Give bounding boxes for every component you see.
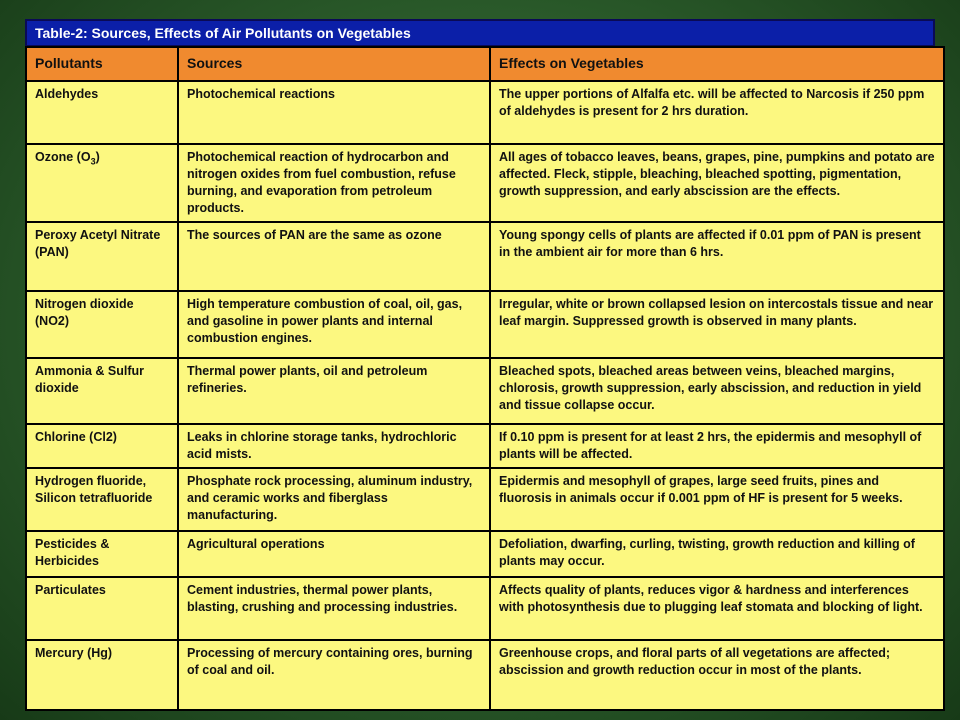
pollutant-subscript: 3 (90, 156, 96, 167)
table-row (26, 291, 944, 358)
source-cell: Photochemical reactions (178, 81, 490, 144)
header-sources: Sources (178, 47, 490, 81)
table-row (26, 424, 944, 468)
pollutant-suffix: ) (95, 150, 100, 164)
pollutant-cell: Pesticides & Herbicides (26, 531, 178, 577)
effect-cell: Affects quality of plants, reduces vigor & hardness and interferences with photosynthesis due to plugging leaf stomata and blocking of light. (490, 577, 944, 640)
pollutant-prefix: Ozone (O (35, 150, 91, 164)
source-cell: Processing of mercury containing ores, burning of coal and oil. (178, 640, 490, 710)
effect-cell: If 0.10 ppm is present for at least 2 hrs, the epidermis and mesophyll of plants will be affected. (490, 424, 944, 468)
pollutant-cell: Chlorine (Cl2) (26, 424, 178, 468)
header-effects: Effects on Vegetables (490, 47, 944, 81)
table-row (26, 577, 944, 640)
table-row (26, 358, 944, 424)
pollutant-cell: Mercury (Hg) (26, 640, 178, 710)
pollutants-table-container (25, 46, 943, 711)
source-cell: The sources of PAN are the same as ozone (178, 222, 490, 291)
source-cell: Cement industries, thermal power plants, blasting, crushing and processing industries. (178, 577, 490, 640)
effect-cell: All ages of tobacco leaves, beans, grapes, pine, pumpkins and potato are affected. Fleck, stipple, bleaching, bleached spotting, pigmentation, growth suppression, and early abscission are the effects. (490, 144, 944, 222)
pollutant-cell (26, 144, 178, 222)
source-cell: High temperature combustion of coal, oil, gas, and gasoline in power plants and internal combustion engines. (178, 291, 490, 358)
header-pollutants: Pollutants (26, 47, 178, 81)
table-row (26, 531, 944, 577)
effect-cell: Defoliation, dwarfing, curling, twisting, growth reduction and killing of plants may occur. (490, 531, 944, 577)
pollutants-table (25, 46, 945, 711)
effect-cell: Young spongy cells of plants are affected if 0.01 ppm of PAN is present in the ambient air for more than 6 hrs. (490, 222, 944, 291)
effect-cell: Greenhouse crops, and floral parts of all vegetations are affected; abscission and growth reduction occur in most of the plants. (490, 640, 944, 710)
pollutant-cell: Peroxy Acetyl Nitrate (PAN) (26, 222, 178, 291)
table-row (26, 468, 944, 531)
source-cell: Leaks in chlorine storage tanks, hydrochloric acid mists. (178, 424, 490, 468)
pollutant-cell: Aldehydes (26, 81, 178, 144)
table-row (26, 144, 944, 222)
effect-cell: Bleached spots, bleached areas between veins, bleached margins, chlorosis, growth suppression, early abscission, and reduction in yield and tissue collapse occur. (490, 358, 944, 424)
table-title: Table-2: Sources, Effects of Air Pollutants on Vegetables (25, 19, 935, 47)
pollutant-cell: Hydrogen fluoride, Silicon tetrafluoride (26, 468, 178, 531)
source-cell: Phosphate rock processing, aluminum industry, and ceramic works and fiberglass manufacturing. (178, 468, 490, 531)
table-row (26, 640, 944, 710)
pollutant-cell: Nitrogen dioxide (NO2) (26, 291, 178, 358)
pollutant-cell: Ammonia & Sulfur dioxide (26, 358, 178, 424)
source-cell: Photochemical reaction of hydrocarbon and nitrogen oxides from fuel combustion, refuse burning, and evaporation from petroleum products. (178, 144, 490, 222)
source-cell: Agricultural operations (178, 531, 490, 577)
table-row (26, 222, 944, 291)
table-row (26, 81, 944, 144)
effect-cell: Irregular, white or brown collapsed lesion on intercostals tissue and near leaf margin. Suppressed growth is observed in many plants. (490, 291, 944, 358)
table-header-row (26, 47, 944, 81)
pollutant-cell: Particulates (26, 577, 178, 640)
source-cell: Thermal power plants, oil and petroleum refineries. (178, 358, 490, 424)
effect-cell: Epidermis and mesophyll of grapes, large seed fruits, pines and fluorosis in animals occur if 0.001 ppm of HF is present for 5 weeks. (490, 468, 944, 531)
effect-cell: The upper portions of Alfalfa etc. will be affected to Narcosis if 250 ppm of aldehydes is present for 2 hrs duration. (490, 81, 944, 144)
